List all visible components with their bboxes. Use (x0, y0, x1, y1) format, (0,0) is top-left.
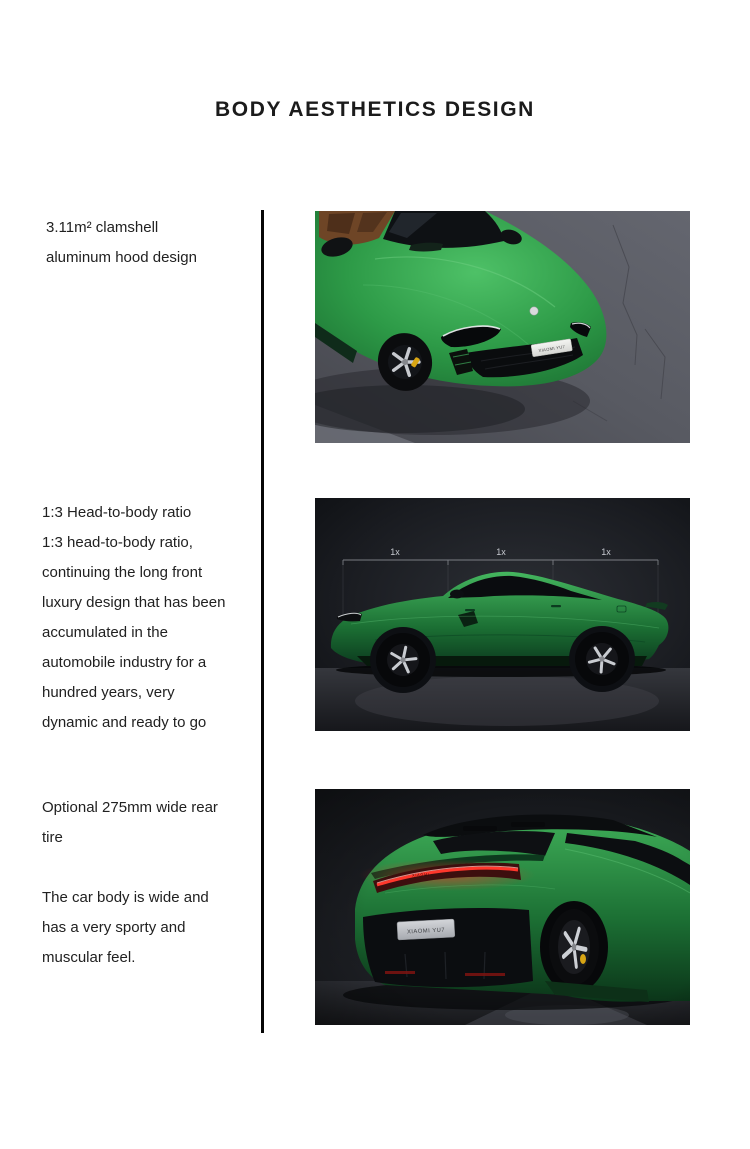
feature-line: automobile industry for a (42, 654, 207, 671)
feature-line: dynamic and ready to go (42, 714, 207, 731)
feature-line: tire (42, 829, 63, 846)
car-front-top-image (315, 211, 690, 443)
feature-line: continuing the long front (42, 564, 203, 581)
feature-line: muscular feel. (42, 949, 136, 966)
ratio-label: 1x (601, 547, 611, 557)
car-rear-image (315, 789, 690, 1025)
ratio-label: 1x (390, 547, 400, 557)
feature-paragraph (42, 793, 218, 853)
front-wheel (376, 633, 430, 687)
feature-line: The car body is wide and (42, 889, 209, 906)
rear-wheel (575, 632, 629, 686)
page-title: BODY AESTHETICS DESIGN (215, 98, 535, 121)
feature-line: 3.11m² clamshell (46, 219, 159, 236)
feature-line: Optional 275mm wide rear (42, 799, 218, 816)
feature-line: hundred years, very (42, 684, 175, 701)
feature-paragraph (42, 883, 218, 973)
feature-line: 1:3 Head-to-body ratio (42, 504, 192, 521)
feature-wide-rear-tire (42, 793, 218, 973)
vertical-divider (261, 210, 264, 1033)
feature-line: 1:3 head-to-body ratio, (42, 534, 193, 551)
vignette-overlay (315, 789, 690, 1025)
feature-line: accumulated in the (42, 624, 168, 641)
feature-line: has a very sporty and (42, 919, 186, 936)
ratio-label: 1x (496, 547, 506, 557)
feature-line: luxury design that has been (42, 594, 226, 611)
xiaomi-logo-icon (530, 307, 538, 315)
feature-paragraph (42, 498, 225, 738)
feature-paragraph (46, 213, 197, 273)
side-mirror (450, 590, 464, 599)
door-handle (551, 605, 561, 607)
door-handle (465, 609, 475, 611)
car-side-profile-image (315, 498, 690, 731)
feature-head-to-body-ratio (42, 498, 225, 738)
plate-text: XIAOMI YU7 (538, 344, 566, 354)
feature-clamshell-hood (46, 213, 197, 273)
feature-line: aluminum hood design (46, 249, 197, 266)
